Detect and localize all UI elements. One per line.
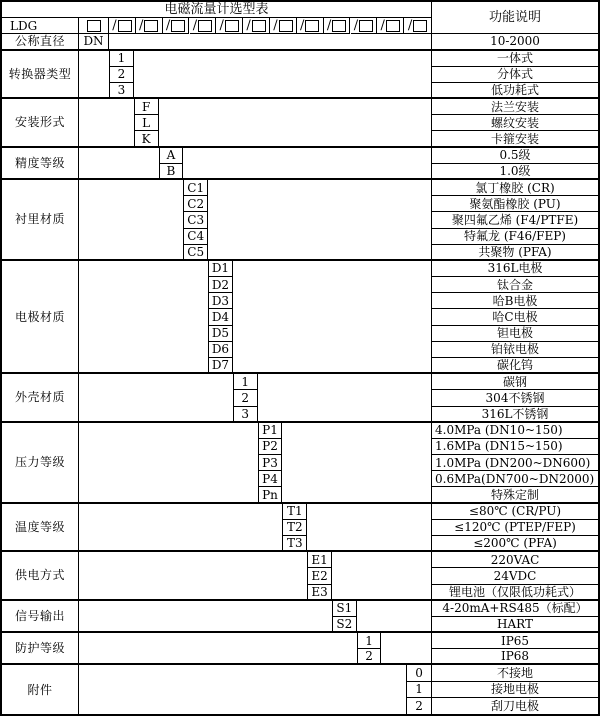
code-cell: P1 — [258, 423, 283, 439]
code-cell: P3 — [258, 455, 283, 471]
filler-cell — [109, 34, 431, 50]
filler-cell — [159, 99, 431, 148]
desc-cell: 钽电极 — [431, 326, 598, 342]
slash-mark: / — [326, 18, 332, 34]
desc-cell: 1.0级 — [431, 164, 598, 180]
desc-cell: 0.5级 — [431, 148, 598, 164]
filler-cell — [79, 180, 183, 261]
desc-cell: 304不锈钢 — [431, 390, 598, 406]
model-box-cell — [79, 18, 109, 34]
code-cell: E3 — [307, 585, 332, 601]
group-label: 信号输出 — [2, 601, 79, 633]
code-cell: D6 — [208, 342, 233, 358]
filler-cell — [258, 374, 431, 423]
filler-cell — [282, 423, 431, 504]
code-cell: 1 — [109, 51, 134, 67]
function-column-header: 功能说明 — [431, 2, 598, 34]
slash-mark: / — [380, 18, 385, 34]
slot-box-icon — [252, 20, 266, 32]
model-slot-cell — [404, 18, 431, 34]
desc-cell: IP65 — [431, 633, 598, 649]
model-slot-cell — [270, 18, 297, 34]
code-cell: C3 — [183, 212, 208, 228]
slot-box-icon — [332, 20, 346, 32]
filler-cell — [332, 552, 431, 601]
desc-cell: 一体式 — [431, 51, 598, 67]
table-title: 电磁流量计选型表 — [2, 2, 431, 18]
desc-cell: 低功耗式 — [431, 83, 598, 99]
code-cell: 3 — [233, 407, 258, 423]
model-slot-cell — [243, 18, 270, 34]
filler-cell — [79, 552, 307, 601]
model-slot-cell — [136, 18, 163, 34]
slash-mark: / — [219, 18, 224, 34]
desc-cell: 接地电极 — [431, 682, 598, 698]
code-cell: 2 — [357, 649, 382, 665]
code-cell: D2 — [208, 277, 233, 293]
code-cell: 2 — [233, 390, 258, 406]
slash-mark: / — [139, 18, 144, 34]
desc-cell: 螺纹安装 — [431, 115, 598, 131]
desc-cell: HART — [431, 617, 598, 633]
slash-mark: / — [112, 18, 117, 34]
desc-cell: ≤80℃ (CR/PU) — [431, 504, 598, 520]
code-cell: Pn — [258, 487, 283, 503]
desc-cell: 卡箍安装 — [431, 131, 598, 147]
desc-cell: 钛合金 — [431, 277, 598, 293]
group-label: 外壳材质 — [2, 374, 79, 423]
code-cell: P4 — [258, 471, 283, 487]
code-cell: S2 — [332, 617, 357, 633]
desc-cell: 共聚物 (PFA) — [431, 245, 598, 261]
code-cell: D4 — [208, 309, 233, 325]
code-cell: D5 — [208, 326, 233, 342]
filler-cell — [134, 51, 431, 100]
code-cell: C5 — [183, 245, 208, 261]
filler-cell — [79, 633, 357, 665]
desc-cell: 刮刀电极 — [431, 698, 598, 714]
code-cell: C1 — [183, 180, 208, 196]
slash-mark: / — [273, 18, 278, 34]
desc-cell: 4-20mA+RS485（标配） — [431, 601, 598, 617]
code-cell: T1 — [282, 504, 307, 520]
group-label: 温度等级 — [2, 504, 79, 553]
desc-cell: 0.6MPa(DN700~DN2000) — [431, 471, 598, 487]
group-label: 供电方式 — [2, 552, 79, 601]
slash-mark: / — [165, 18, 171, 34]
slash-mark: / — [353, 18, 359, 34]
desc-cell: 聚氨酯橡胶 (PU) — [431, 196, 598, 212]
filler-cell — [79, 665, 406, 714]
code-cell: C2 — [183, 196, 208, 212]
desc-cell: 10-2000 — [431, 34, 598, 50]
slot-box-icon — [359, 20, 373, 32]
slash-mark: / — [300, 18, 305, 34]
desc-cell: 铂铱电极 — [431, 342, 598, 358]
code-cell: P2 — [258, 439, 283, 455]
code-cell: 1 — [233, 374, 258, 390]
group-label: 压力等级 — [2, 423, 79, 504]
filler-cell — [79, 51, 109, 100]
slot-box-icon — [305, 20, 319, 32]
desc-cell: 哈B电极 — [431, 293, 598, 309]
model-slot-cell — [351, 18, 378, 34]
slot-box-icon — [144, 20, 158, 32]
desc-cell: ≤120℃ (PTEP/FEP) — [431, 520, 598, 536]
filler-cell — [79, 99, 134, 148]
code-cell: T2 — [282, 520, 307, 536]
slash-mark: / — [246, 18, 251, 34]
code-cell: S1 — [332, 601, 357, 617]
slot-box-icon — [279, 20, 293, 32]
code-cell: E1 — [307, 552, 332, 568]
group-label: 衬里材质 — [2, 180, 79, 261]
code-cell: B — [159, 164, 184, 180]
slash-mark: / — [192, 18, 198, 34]
code-cell: 2 — [109, 67, 134, 83]
code-cell: C4 — [183, 229, 208, 245]
model-slot-cell — [109, 18, 136, 34]
desc-cell: 316L电极 — [431, 261, 598, 277]
desc-cell: 聚四氟乙烯 (F4/PTFE) — [431, 212, 598, 228]
group-label: 精度等级 — [2, 148, 79, 180]
desc-cell: 法兰安装 — [431, 99, 598, 115]
group-label: 附件 — [2, 665, 79, 714]
slot-box-icon — [171, 20, 185, 32]
slot-box-icon — [198, 20, 212, 32]
slot-box-icon — [225, 20, 239, 32]
filler-cell — [233, 261, 431, 374]
slot-box-icon — [118, 20, 132, 32]
desc-cell: 分体式 — [431, 67, 598, 83]
code-cell: 0 — [406, 665, 431, 681]
filler-cell — [357, 601, 431, 633]
desc-cell: 特殊定制 — [431, 487, 598, 503]
code-cell: T3 — [282, 536, 307, 552]
code-cell: 1 — [406, 682, 431, 698]
desc-cell: 24VDC — [431, 568, 598, 584]
group-label: 安装形式 — [2, 99, 79, 148]
model-slot-cell — [297, 18, 324, 34]
desc-cell: 碳化钨 — [431, 358, 598, 374]
code-cell: 1 — [357, 633, 382, 649]
code-cell: K — [134, 131, 159, 147]
box-icon — [87, 20, 101, 32]
slash-mark: / — [407, 18, 413, 34]
code-cell: A — [159, 148, 184, 164]
filler-cell — [79, 261, 208, 374]
model-code-cell: LDG — [2, 18, 79, 34]
desc-cell: 220VAC — [431, 552, 598, 568]
code-cell: 3 — [109, 83, 134, 99]
desc-cell: 碳钢 — [431, 374, 598, 390]
desc-cell: 氯丁橡胶 (CR) — [431, 180, 598, 196]
code-cell: DN — [79, 34, 109, 50]
filler-cell — [307, 504, 431, 553]
desc-cell: 锂电池（仅限低功耗式） — [431, 585, 598, 601]
group-label: 防护等级 — [2, 633, 79, 665]
group-label: 电极材质 — [2, 261, 79, 374]
filler-cell — [183, 148, 431, 180]
code-cell: F — [134, 99, 159, 115]
filler-cell — [79, 504, 282, 553]
model-slot-cell — [377, 18, 404, 34]
slot-box-icon — [413, 20, 427, 32]
group-label: 公称直径 — [2, 34, 79, 50]
desc-cell: 1.6MPa (DN15~150) — [431, 439, 598, 455]
filler-cell — [381, 633, 431, 665]
filler-cell — [79, 148, 159, 180]
code-cell: E2 — [307, 568, 332, 584]
code-cell: D1 — [208, 261, 233, 277]
model-slot-cell — [190, 18, 217, 34]
filler-cell — [79, 601, 332, 633]
filler-cell — [208, 180, 431, 261]
code-cell: D7 — [208, 358, 233, 374]
code-cell: 2 — [406, 698, 431, 714]
filler-cell — [79, 374, 233, 423]
code-cell: D3 — [208, 293, 233, 309]
slot-box-icon — [386, 20, 400, 32]
model-slot-cell — [163, 18, 190, 34]
desc-cell: 不接地 — [431, 665, 598, 681]
desc-cell: 哈C电极 — [431, 309, 598, 325]
model-slot-cell — [324, 18, 351, 34]
desc-cell: 4.0MPa (DN10~150) — [431, 423, 598, 439]
desc-cell: 特氟龙 (F46/FEP) — [431, 229, 598, 245]
filler-cell — [79, 423, 258, 504]
desc-cell: 1.0MPa (DN200~DN600) — [431, 455, 598, 471]
desc-cell: IP68 — [431, 649, 598, 665]
code-cell: L — [134, 115, 159, 131]
desc-cell: 316L不锈钢 — [431, 407, 598, 423]
desc-cell: ≤200℃ (PFA) — [431, 536, 598, 552]
group-label: 转换器类型 — [2, 51, 79, 100]
model-slot-cell — [216, 18, 243, 34]
